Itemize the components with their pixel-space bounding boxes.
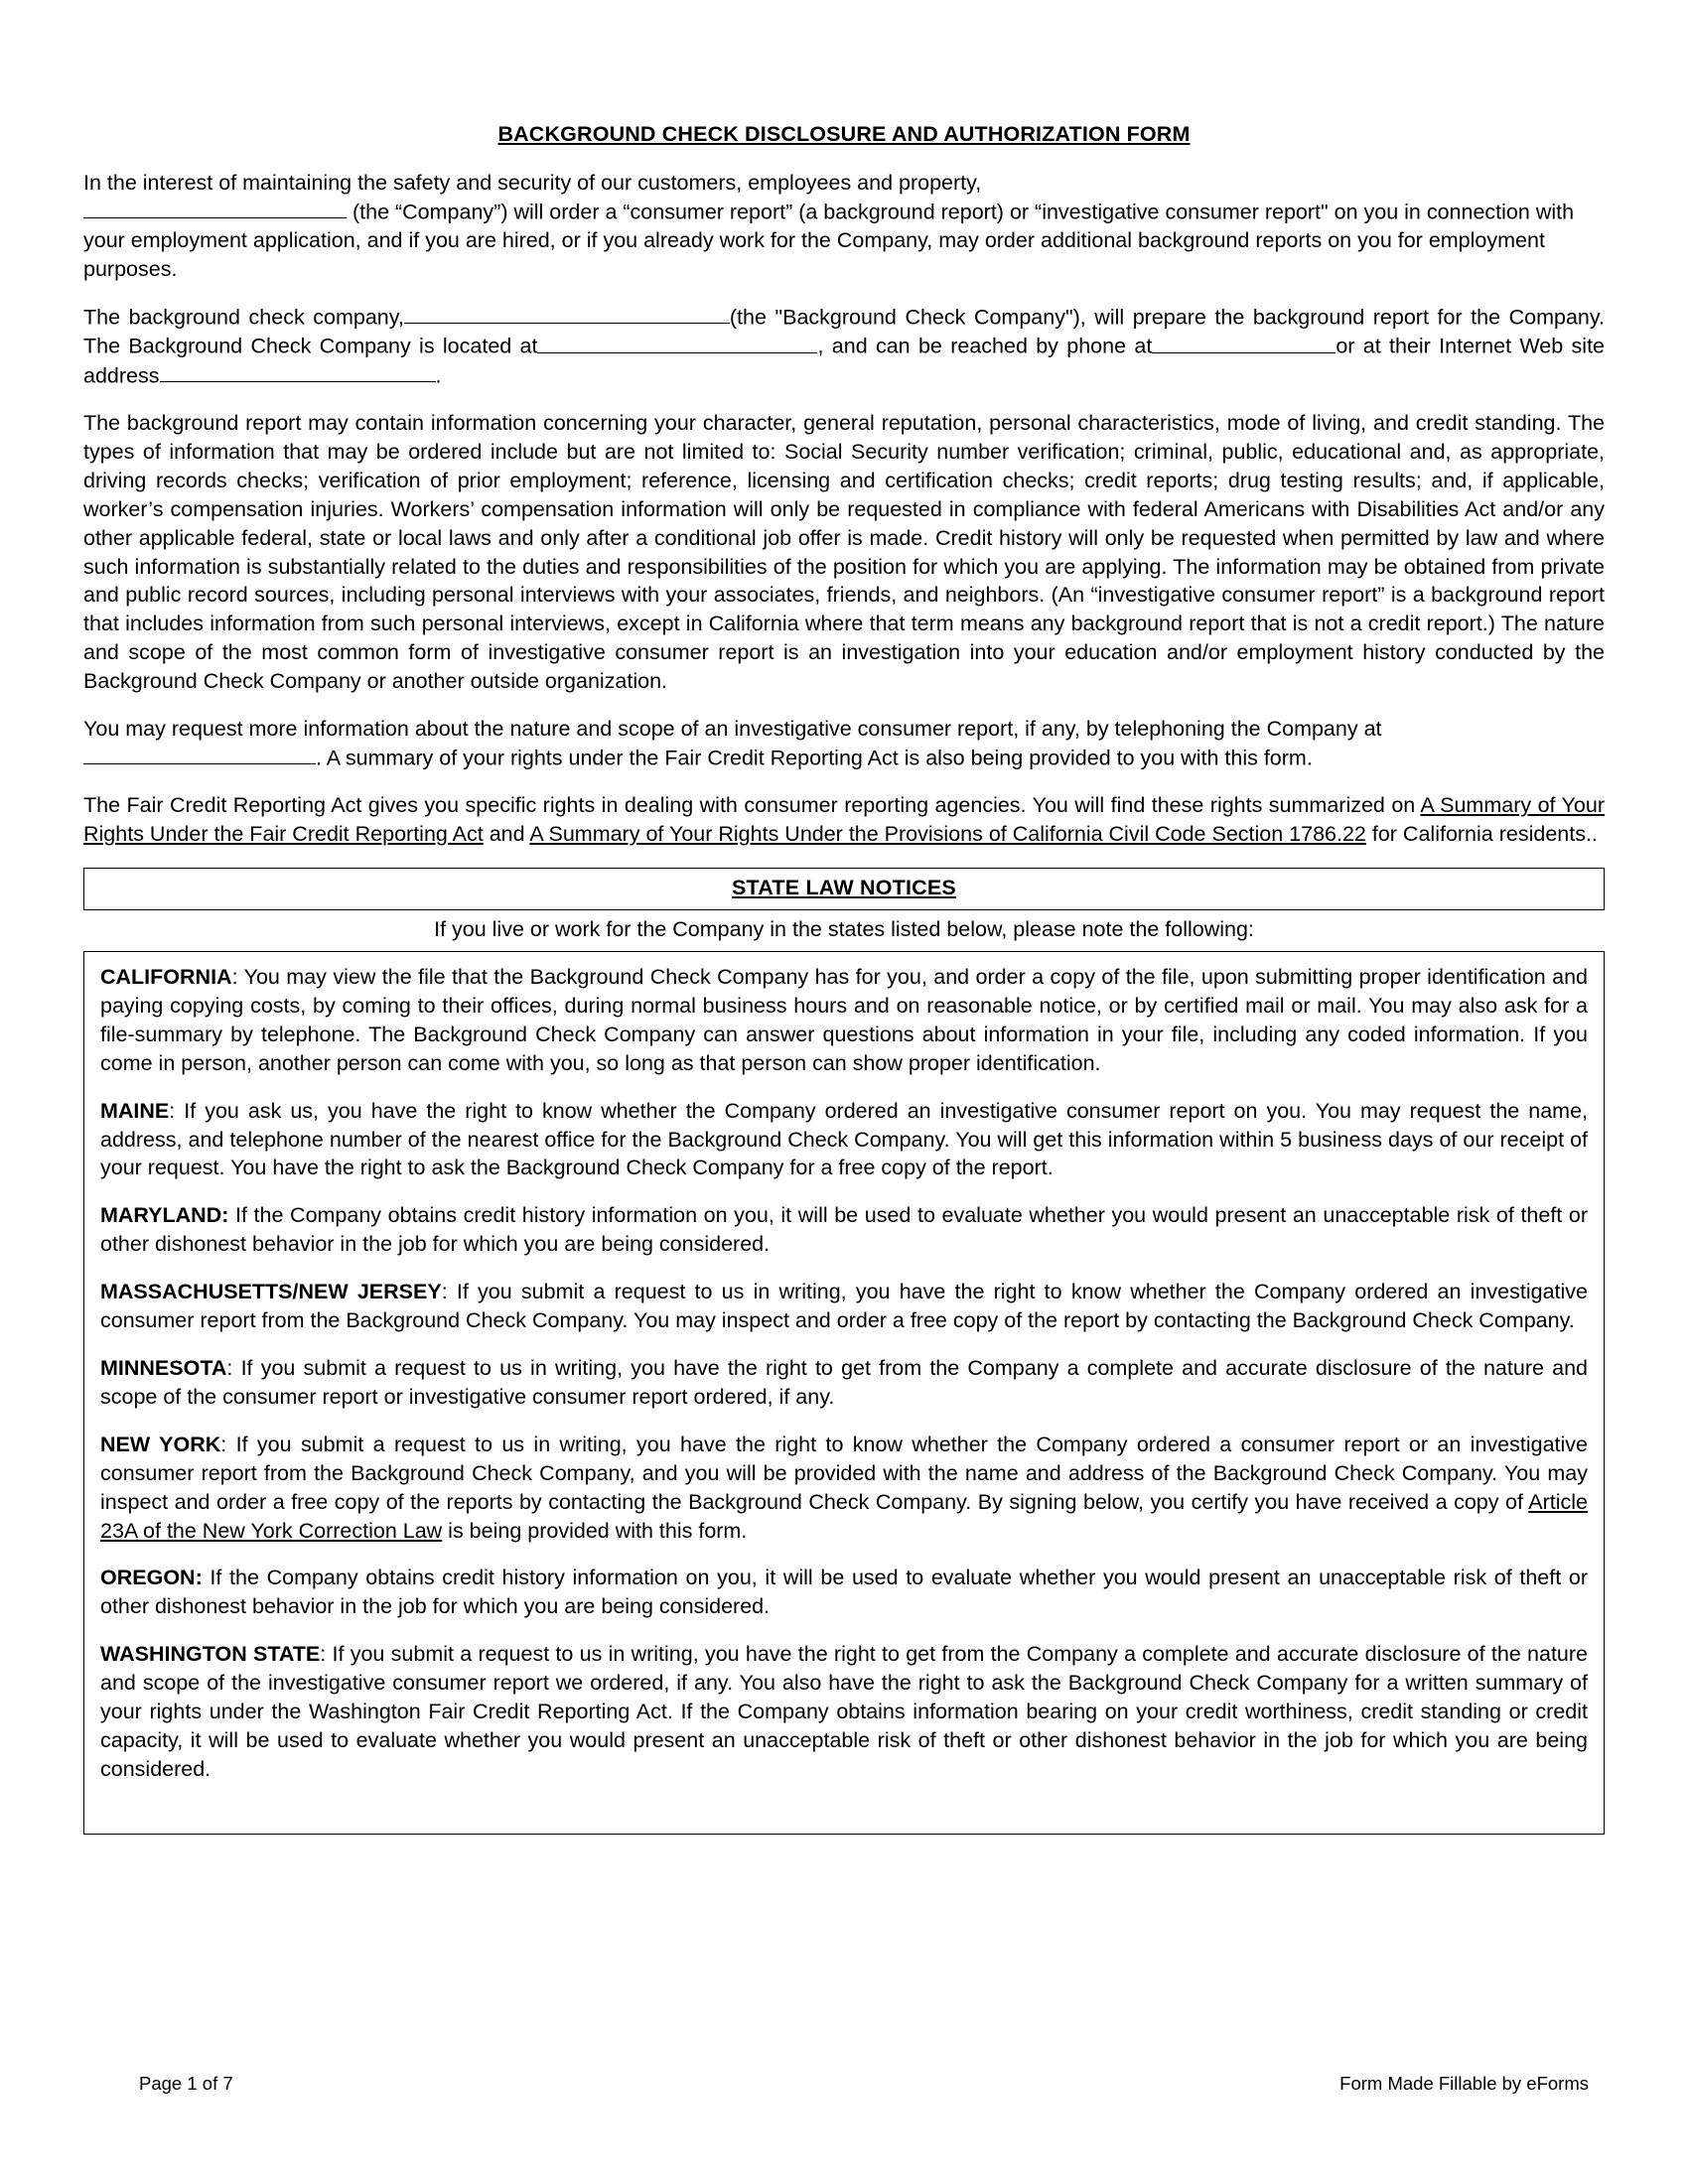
fcra-rights-paragraph bbox=[83, 791, 1605, 849]
state-label-california: CALIFORNIA bbox=[100, 965, 232, 990]
state-text-after-new-york: is being provided with this form. bbox=[442, 1518, 748, 1543]
state-sep-minnesota: : bbox=[226, 1355, 241, 1380]
state-notice-oregon bbox=[100, 1564, 1588, 1621]
state-label-maryland: MARYLAND: bbox=[100, 1203, 229, 1228]
more-info-lead: You may request more information about the nature and scope of an investigative consumer report, if any, by telephoning the Company at bbox=[83, 717, 1382, 742]
state-sep-washington-state: : bbox=[320, 1642, 333, 1667]
bcc-phone-blank[interactable] bbox=[1152, 332, 1336, 352]
bcc-lead: The background check company, bbox=[83, 305, 404, 330]
fcra-summary-link[interactable]: A Summary of Your Rights Under the Fair Credit Reporting Act bbox=[83, 793, 1605, 847]
state-notices-box bbox=[83, 951, 1605, 1835]
fcra-tail: for California residents.. bbox=[1365, 822, 1598, 847]
bcc-end: . bbox=[435, 363, 442, 388]
state-notice-new-york bbox=[100, 1431, 1588, 1546]
state-label-washington-state: WASHINGTON STATE bbox=[100, 1642, 321, 1667]
state-sep-massachusetts-new-jersey: : bbox=[441, 1280, 457, 1304]
bcc-mid2: , and can be reached by phone at bbox=[817, 334, 1153, 358]
state-text-massachusetts-new-jersey: If you submit a request to us in writing, you have the right to know whether the Company ordered an investigative consumer report from the Background Check Company. You may inspect and order a free copy of the report by contacting the Background Check Company. bbox=[100, 1280, 1588, 1333]
state-law-notices-header-box bbox=[83, 868, 1605, 910]
company-name-blank[interactable] bbox=[83, 198, 347, 218]
report-contents-paragraph: The background report may contain information concerning your character, general reputation, personal characteristics, mode of living, and credit standing. The types of information that may be ordered include but are not limited to: Social Security number verification; criminal, public, educational and, as appropriate, driving records checks; verification of prior employment; reference, licensing and certification checks; credit reports; drug testing results; and, if applicable, worker’s compensation injuries. Workers’ compensation information will only be requested in compliance with federal Americans with Disabilities Act and/or any other applicable federal, state or local laws and only after a conditional job offer is made. Credit history will only be requested when permitted by law and where such information is substantially related to the duties and responsibilities of the position for which you are applying. The information may be obtained from private and public record sources, including personal interviews with your associates, friends, and neighbors. (An “investigative consumer report” is a background report that includes information from such personal interviews, except in California where that term means any background report that is not a credit report.) The nature and scope of the most common form of investigative consumer report is an investigation into your education and/or employment history conducted by the Background Check Company or another outside organization. bbox=[83, 410, 1605, 694]
state-law-notices-subheading: If you live or work for the Company in the states listed below, please note the following: bbox=[434, 917, 1254, 942]
state-text-maryland: If the Company obtains credit history information on you, it will be used to evaluate whether you would present an unacceptable risk of theft or other dishonest behavior in the job for which you are being considered. bbox=[100, 1203, 1588, 1257]
state-sep-maryland bbox=[228, 1203, 235, 1227]
state-text-new-york: If you submit a request to us in writing, you have the right to know whether the Company ordered a consumer report or an investigative consumer report from the Background Check Company, and you will be provided with the name and address of the Background Check Company. You may inspect and order a free copy of the reports by contacting the Background Check Company. By signing below, you certify you have received a copy of bbox=[100, 1432, 1588, 1514]
state-notice-california bbox=[100, 963, 1588, 1078]
bcc-mid1: (the "Background Check Company"), will prepare the background report for the Company. The Background Check Company is located at bbox=[83, 305, 1605, 358]
more-info-tail: . A summary of your rights under the Fair Credit Reporting Act is also being provided to you with this form. bbox=[316, 746, 1313, 770]
state-sep-new-york: : bbox=[220, 1432, 236, 1456]
state-text-california: You may view the file that the Background Check Company has for you, and order a copy of the file, upon submitting proper identification and paying copying costs, by coming to their offices, during normal business hours and on reasonable notice, or by certified mail or mail. You may also ask for a file-summary by telephone. The Background Check Company can answer questions about information in your file, including any coded information. If you come in person, another person can come with you, so long as that person can show proper identification. bbox=[100, 965, 1588, 1075]
article-23a-link[interactable]: Article 23A of the New York Correction Law bbox=[100, 1489, 1588, 1543]
intro-line-1: In the interest of maintaining the safety and security of our customers, employees and property, bbox=[83, 170, 982, 195]
state-notice-massachusetts-new-jersey bbox=[100, 1278, 1588, 1335]
state-label-new-york: NEW YORK bbox=[100, 1432, 221, 1456]
bcc-name-blank[interactable] bbox=[404, 303, 730, 324]
state-text-washington-state: If you submit a request to us in writing, you have the right to get from the Company a complete and accurate disclosure of the nature and scope of the investigative consumer report we ordered, if any. You also have the right to ask the Background Check Company for a written summary of your rights under the Washington Fair Credit Reporting Act. If the Company obtains information bearing on your credit worthiness, credit standing or credit capacity, it will be used to evaluate whether you would present an unacceptable risk of theft or other dishonest behavior in the job for which you are being considered. bbox=[100, 1642, 1588, 1781]
bcc-website-blank[interactable] bbox=[160, 361, 436, 382]
intro-line-2: (the “Company”) will order a “consumer report” (a background report) or “investigative consumer report" on you in connection with your employment application, and if you are hired, or if you already work for the Company, may order additional background reports on you for employment purposes. bbox=[83, 200, 1575, 282]
page-title: BACKGROUND CHECK DISCLOSURE AND AUTHORIZATION FORM bbox=[497, 122, 1191, 146]
california-summary-link[interactable]: A Summary of Your Rights Under the Provisions of California Civil Code Section 1786.22 bbox=[529, 822, 1366, 847]
state-label-massachusetts-new-jersey: MASSACHUSETTS/NEW JERSEY bbox=[100, 1280, 442, 1304]
bcc-location-blank[interactable] bbox=[537, 332, 817, 352]
state-sep-maine: : bbox=[169, 1098, 185, 1123]
state-text-oregon: If the Company obtains credit history information on you, it will be used to evaluate whether you would present an unacceptable risk of theft or other dishonest behavior in the job for which you are being considered. bbox=[100, 1566, 1588, 1619]
state-label-oregon: OREGON: bbox=[100, 1566, 203, 1590]
state-law-notices-heading: STATE LAW NOTICES bbox=[732, 876, 956, 900]
state-notice-minnesota bbox=[100, 1354, 1588, 1412]
footer-page-number: Page 1 of 7 bbox=[139, 2073, 233, 2094]
company-phone-blank[interactable] bbox=[83, 744, 316, 764]
fcra-mid: and bbox=[483, 822, 530, 847]
state-notice-washington-state bbox=[100, 1640, 1588, 1784]
state-notice-maryland bbox=[100, 1201, 1588, 1259]
fcra-lead: The Fair Credit Reporting Act gives you specific rights in dealing with consumer reporting agencies. You will find these rights summarized on bbox=[83, 793, 1421, 818]
intro-paragraph bbox=[83, 169, 1605, 284]
background-check-company-paragraph bbox=[83, 303, 1605, 390]
state-sep-california: : bbox=[231, 965, 244, 990]
document-content bbox=[83, 121, 1605, 1835]
footer-attribution: Form Made Fillable by eForms bbox=[1339, 2073, 1589, 2094]
bcc-mid3: or at their Internet Web site address bbox=[83, 334, 1605, 388]
state-label-minnesota: MINNESOTA bbox=[100, 1355, 227, 1380]
state-text-maine: If you ask us, you have the right to know whether the Company ordered an investigative consumer report on you. You may request the name, address, and telephone number of the nearest office for the Background Check Company. You will get this information within 5 business days of our receipt of your request. You have the right to ask the Background Check Company for a free copy of the report. bbox=[100, 1098, 1588, 1180]
state-text-minnesota: If you submit a request to us in writing, you have the right to get from the Company a complete and accurate disclosure of the nature and scope of the consumer report or investigative consumer report ordered, if any. bbox=[100, 1355, 1588, 1409]
more-information-paragraph bbox=[83, 715, 1605, 772]
state-notice-maine bbox=[100, 1097, 1588, 1183]
state-label-maine: MAINE bbox=[100, 1098, 170, 1123]
page-footer bbox=[83, 2073, 1605, 2095]
